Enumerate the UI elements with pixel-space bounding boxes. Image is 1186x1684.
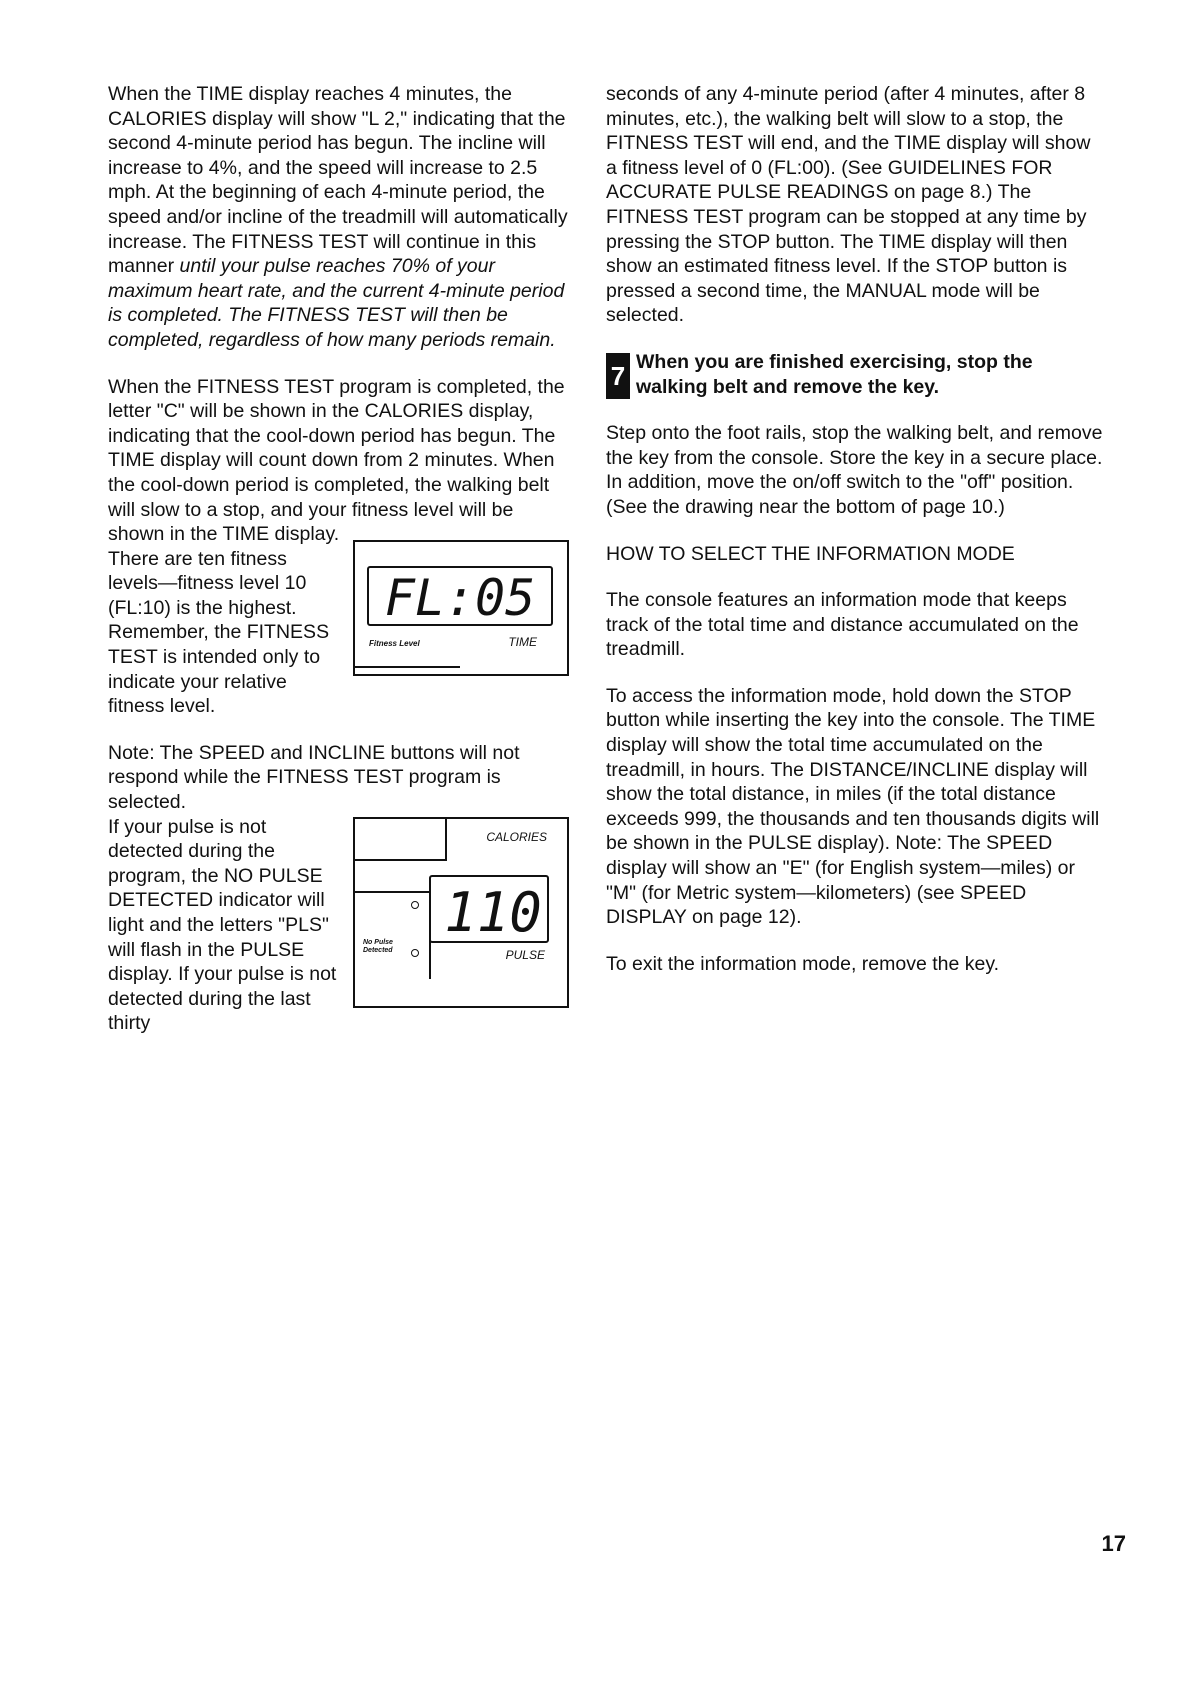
step-number-badge: 7: [606, 353, 630, 399]
step-7-heading: [606, 350, 1106, 399]
page-number: 17: [1101, 1531, 1126, 1557]
information-mode-heading: HOW TO SELECT THE INFORMATION MODE: [606, 542, 1015, 565]
pulse-value: 110: [444, 880, 542, 941]
fitness-level-text: shown in the TIME display. There are ten fitness levels—fitness level 10 (FL:10) is the highest. Remember, the FITNESS TEST is intended only to indicate your relative fitness level.: [108, 523, 340, 718]
pulse-readout-frame: [429, 875, 549, 943]
indicator-dot-icon: [411, 901, 419, 909]
no-pulse-dot-icon: [411, 949, 419, 957]
no-pulse-label: No Pulse Detected: [363, 938, 393, 954]
information-mode-exit: To exit the information mode, remove the key.: [606, 952, 1000, 975]
indicator-panel: [355, 891, 431, 979]
no-pulse-block: [108, 815, 578, 1036]
note-paragraph: Note: The SPEED and INCLINE buttons will not respond while the FITNESS TEST program is selected.: [108, 741, 520, 814]
lcd-readout-frame: [367, 566, 553, 626]
fitness-test-paragraph: [108, 82, 578, 353]
display-divider: [355, 666, 460, 668]
calories-label: CALORIES: [486, 829, 547, 844]
left-column: [108, 82, 578, 1036]
calories-window: [355, 819, 447, 861]
time-label: TIME: [508, 635, 537, 650]
right-column: [606, 82, 1106, 998]
pulse-readout: [431, 877, 547, 941]
fitness-test-italic-text: until your pulse reaches 70% of your maximum heart rate, and the current 4-minute period is completed. The FITNESS TEST will then be completed, regardless of how many periods remain.: [108, 255, 565, 351]
no-pulse-text: If your pulse is not detected during the program, the NO PULSE DETECTED indicator will light and the letters "PLS" will flash in the PULSE display. If your pulse is not detected during the last thirty: [108, 815, 337, 1035]
cool-down-paragraph: When the FITNESS TEST program is completed, the letter "C" will be shown in the CALORIES display, indicating that the cool-down period has begun. The TIME display will count down from 2 minutes. When the cool-down period is completed, the walking belt will slow to a stop, and your fitness level will be: [108, 375, 565, 521]
pulse-detection-paragraph: seconds of any 4-minute period (after 4 minutes, after 8 minutes, etc.), the walking belt will slow to a stop, the FITNESS TEST will end, and the TIME display will show a fitness level of 0 (FL:00). (See GUIDELINES FOR ACCURATE PULSE READINGS on page 8.) The FITNESS TEST program can be stopped at any time by pressing the STOP button. The TIME display will then show an estimated fitness level. If the STOP button is pressed a second time, the MANUAL mode will be selected.: [606, 83, 1091, 327]
step-title: When you are finished exercising, stop the walking belt and remove the key.: [636, 350, 1033, 398]
fitness-level-block: [108, 522, 578, 719]
pulse-display-illustration: [353, 817, 569, 1008]
remove-key-paragraph: Step onto the foot rails, stop the walking belt, and remove the key from the console. Store the key in a secure place. In addition, move the on/off switch to the "off" position. (See the drawing near the bottom of page 10.): [606, 422, 1103, 518]
fitness-level-label: Fitness Level: [369, 639, 420, 649]
time-display-illustration: [353, 540, 569, 676]
fl05-text: FL:05: [384, 569, 536, 625]
information-mode-access: To access the information mode, hold down the STOP button while inserting the key into the console. The TIME display will show the total time accumulated on the treadmill, in hours. The DISTANCE/INCLINE display will show the total distance, in miles (if the total distance exceeds 999, the thousands and ten thousands digits will be shown in the PULSE display). Note: The SPEED display will show an "E" (for English system—miles) or "M" (for Metric system—kilometers) (see SPEED DISPLAY on page 12).: [606, 684, 1100, 929]
fitness-test-text: When the TIME display reaches 4 minutes, the CALORIES display will show "L 2," indicating that the second 4-minute period has begun. The incline will increase to 4%, and the speed will increase to 2.5 mph. At the beginning of each 4-minute period, the speed and/or incline of the treadmill will automatically increase. The FITNESS TEST will continue in this manner: [108, 83, 568, 278]
fl05-readout: [369, 568, 551, 624]
pulse-label: PULSE: [505, 947, 545, 962]
information-mode-intro: The console features an information mode that keeps track of the total time and distance accumulated on the treadmill.: [606, 589, 1079, 661]
